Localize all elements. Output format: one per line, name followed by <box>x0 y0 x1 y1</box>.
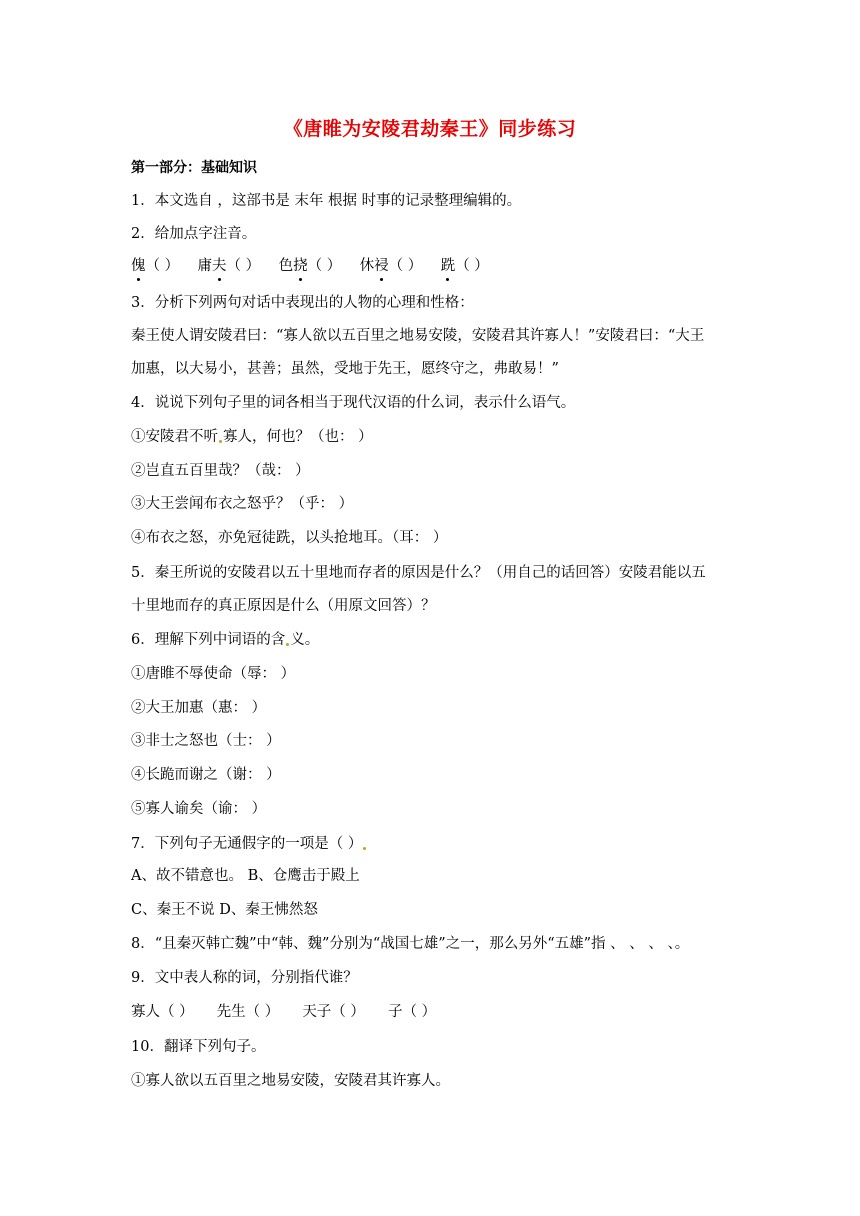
section-heading: 第一部分：基础知识 <box>131 160 257 176</box>
q4-a-pre: ①安陵君不听 <box>131 429 218 445</box>
q2-item-1 <box>131 258 179 274</box>
question-8: 8．“且秦灭韩亡魏”中“韩、魏”分别为“战国七雄”之一，那么另外“五雄”指 、 、 、 、。 <box>131 936 690 952</box>
question-5-line-2: 十里地而存的真正原因是什么（用原文回答）？ <box>131 598 436 614</box>
question-1: 1．本文选自 ，这部书是 末年 根据 时事的记录整理编辑的。 <box>131 193 522 209</box>
question-10: 10．翻译下列句子。 <box>131 1039 266 1055</box>
question-4: 4．说说下列句子里的词各相当于现代汉语的什么词，表示什么语气。 <box>131 395 576 411</box>
q2-item-5: 跣（ ） <box>440 258 489 274</box>
q9-item-3: 天子（ ） <box>302 1004 365 1020</box>
dotted-char: 傀 <box>131 258 146 274</box>
q2-item-3: 色挠（ ） <box>278 258 342 274</box>
q6-post: 义。 <box>290 632 320 648</box>
q9-item-2: 先生（ ） <box>216 1004 280 1020</box>
question-6 <box>131 630 319 650</box>
question-2-items <box>131 256 489 276</box>
q2-item-2: 庸夫（ ） <box>197 258 261 274</box>
dotted-char: 祲 <box>374 258 389 274</box>
question-4-a <box>131 427 373 447</box>
question-6-b: ②大王加惠（惠： ） <box>131 700 267 716</box>
document-title: 《唐睢为安陵君劫秦王》同步练习 <box>283 118 577 140</box>
question-10-a: ①寡人欲以五百里之地易安陵，安陵君其许寡人。 <box>131 1073 450 1089</box>
dotted-char: 跣 <box>440 258 456 274</box>
question-9: 9．文中表人称的词，分别指代谁？ <box>131 970 358 986</box>
question-9-items <box>131 1002 436 1022</box>
question-4-d: ④布衣之怒，亦免冠徒跣，以头抢地耳。（耳： ） <box>131 530 448 546</box>
marker-dot <box>363 847 366 850</box>
question-4-b: ②岂直五百里哉？（哉： ） <box>131 463 310 479</box>
q6-pre: 6．理解下列中词语的含 <box>131 632 286 648</box>
dotted-char: 挠 <box>293 258 308 274</box>
question-3: 3．分析下列两句对话中表现出的人物的心理和性格： <box>131 295 474 311</box>
q2-item-1-rest: （ ） <box>145 258 180 274</box>
question-5-line-1: 5．秦王所说的安陵君以五十里地而存者的原因是什么？（用自己的话回答）安陵君能以五 <box>131 565 706 581</box>
question-7 <box>131 834 367 854</box>
question-6-d: ④长跪而谢之（谢： ） <box>131 767 281 783</box>
question-6-e: ⑤寡人谕矣（谕： ） <box>131 801 267 817</box>
question-7-options-ab: A、故不错意也。 B、仓鹰击于殿上 <box>131 868 360 884</box>
marker-dot <box>286 643 289 646</box>
question-7-options-cd: C、秦王不说 D、秦王怫然怒 <box>131 902 318 918</box>
q4-a-post: 寡人，何也？（也： ） <box>223 429 373 445</box>
question-6-c: ③非士之怒也（士： ） <box>131 733 281 749</box>
q9-item-4: 子（ ） <box>387 1004 437 1020</box>
question-3-text-line-1: 秦王使人谓安陵君曰：“寡人欲以五百里之地易安陵，安陵君其许寡人！”安陵君曰：“大王 <box>131 328 705 344</box>
q7-text: 7．下列句子无通假字的一项是（ ） <box>131 836 363 852</box>
question-3-text-line-2: 加惠，以大易小，甚善；虽然，受地于先王，愿终守之，弗敢易！” <box>131 361 559 377</box>
question-2: 2．给加点字注音。 <box>131 226 257 242</box>
q2-item-4: 休祲（ ） <box>359 258 423 274</box>
question-4-c: ③大王尝闻布衣之怒乎？（乎： ） <box>131 496 354 512</box>
marker-dot <box>219 440 222 443</box>
question-6-a: ①唐睢不辱使命（辱： ） <box>131 666 296 682</box>
dotted-char: 夫 <box>212 258 227 274</box>
q9-item-1: 寡人（ ） <box>131 1004 194 1020</box>
